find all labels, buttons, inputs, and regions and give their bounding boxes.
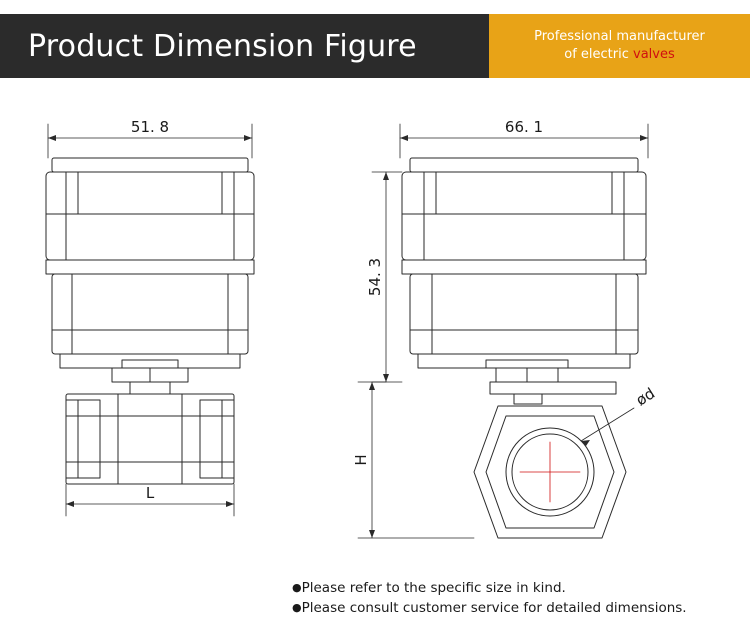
header-tagline-banner — [489, 14, 750, 78]
technical-drawing — [0, 86, 750, 630]
note-text: Please consult customer service for detailed dimensions. — [301, 600, 687, 616]
dim-label-actuator-height: 54. 3 — [366, 257, 384, 297]
tagline-line-2-accent: valves — [633, 47, 675, 62]
dim-label-total-height: H — [352, 454, 370, 466]
note-item — [292, 578, 742, 598]
dim-label-right-width: 66. 1 — [504, 118, 544, 136]
note-bullet-icon: ● — [292, 601, 302, 614]
tagline-line-2 — [564, 46, 675, 64]
notes-block — [292, 578, 742, 618]
drawing-canvas — [0, 86, 750, 630]
note-text: Please refer to the specific size in kind. — [301, 580, 566, 596]
tagline-line-2-prefix: of electric — [564, 47, 633, 62]
dim-label-left-length: L — [145, 484, 155, 502]
page-header — [0, 14, 750, 78]
dim-label-bore-diameter: ød — [632, 384, 659, 410]
note-bullet-icon: ● — [292, 581, 302, 594]
dim-label-left-width: 51. 8 — [130, 118, 170, 136]
left-valve-drawing — [46, 124, 254, 516]
note-item — [292, 598, 742, 618]
page-title: Product Dimension Figure — [28, 28, 417, 64]
tagline-line-1: Professional manufacturer — [534, 29, 705, 44]
right-valve-drawing — [358, 124, 648, 538]
